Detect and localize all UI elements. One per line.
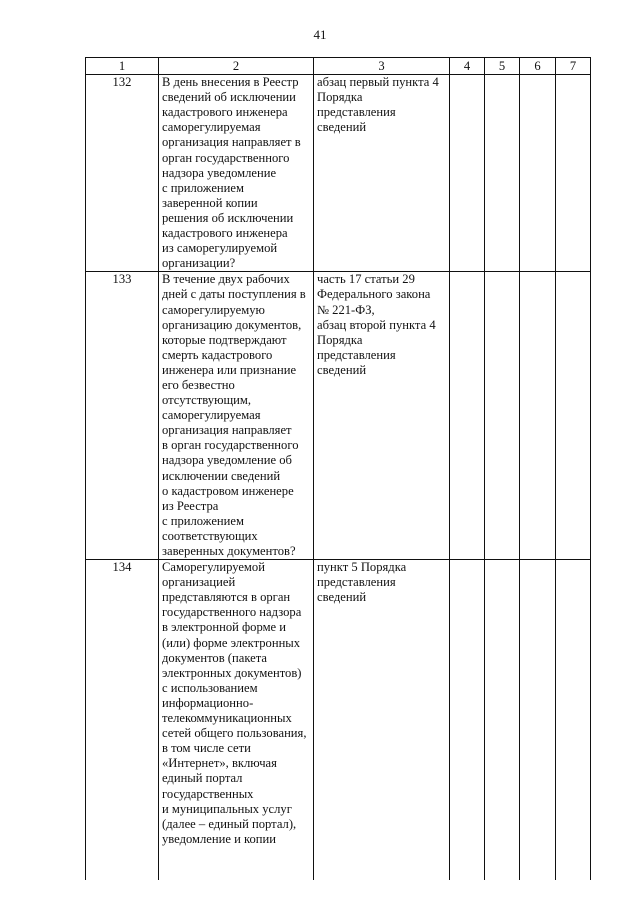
answer-cell-7: [556, 560, 591, 881]
column-header-1: 1: [86, 58, 159, 75]
answer-cell-4: [450, 560, 485, 881]
table-row: [86, 272, 591, 560]
page-number: 41: [313, 27, 327, 42]
answer-cell-4: [450, 75, 485, 272]
table-row: [86, 75, 591, 272]
row-number: 132: [86, 75, 159, 272]
column-header-7: 7: [556, 58, 591, 75]
column-header-2: 2: [159, 58, 314, 75]
requirement-text: В день внесения в Реестр сведений об исключении кадастрового инженера саморегулируемая организация направляет в орган государственного надзора уведомление с приложением заверенной копии решения об исключении кадастрового инженера из саморегулируемой организации?: [159, 75, 314, 272]
answer-cell-6: [520, 272, 556, 560]
column-header-4: 4: [450, 58, 485, 75]
column-header-6: 6: [520, 58, 556, 75]
column-header-3: 3: [314, 58, 450, 75]
table-row: [86, 560, 591, 881]
requirement-text: Саморегулируемой организацией представляются в орган государственного надзора в электронной форме и (или) форме электронных документов (пакета электронных документов) с использованием информационно- телекоммуникационных сетей общего пользования, в том числе сети «Интернет», включая единый портал государственных и муниципальных услуг (далее – единый портал), уведомление и копии: [159, 560, 314, 881]
answer-cell-6: [520, 560, 556, 881]
row-number: 133: [86, 272, 159, 560]
requirement-text: В течение двух рабочих дней с даты поступления в саморегулируемую организацию документов, которые подтверждают смерть кадастрового инженера или признание его безвестно отсутствующим, саморегулируемая организация направляет в орган государственного надзора уведомление об исключении сведений о кадастровом инженере из Реестра с приложением соответствующих заверенных документов?: [159, 272, 314, 560]
answer-cell-4: [450, 272, 485, 560]
legal-reference: абзац первый пункта 4 Порядка представления сведений: [314, 75, 450, 272]
legal-reference: пункт 5 Порядка представления сведений: [314, 560, 450, 881]
answer-cell-5: [485, 272, 520, 560]
answer-cell-5: [485, 75, 520, 272]
header-row: [86, 58, 591, 75]
answer-cell-6: [520, 75, 556, 272]
column-header-5: 5: [485, 58, 520, 75]
row-number: 134: [86, 560, 159, 881]
legal-reference: часть 17 статьи 29 Федерального закона № 221-ФЗ, абзац второй пункта 4 Порядка представления сведений: [314, 272, 450, 560]
checklist-table: [85, 57, 591, 880]
answer-cell-5: [485, 560, 520, 881]
answer-cell-7: [556, 75, 591, 272]
answer-cell-7: [556, 272, 591, 560]
